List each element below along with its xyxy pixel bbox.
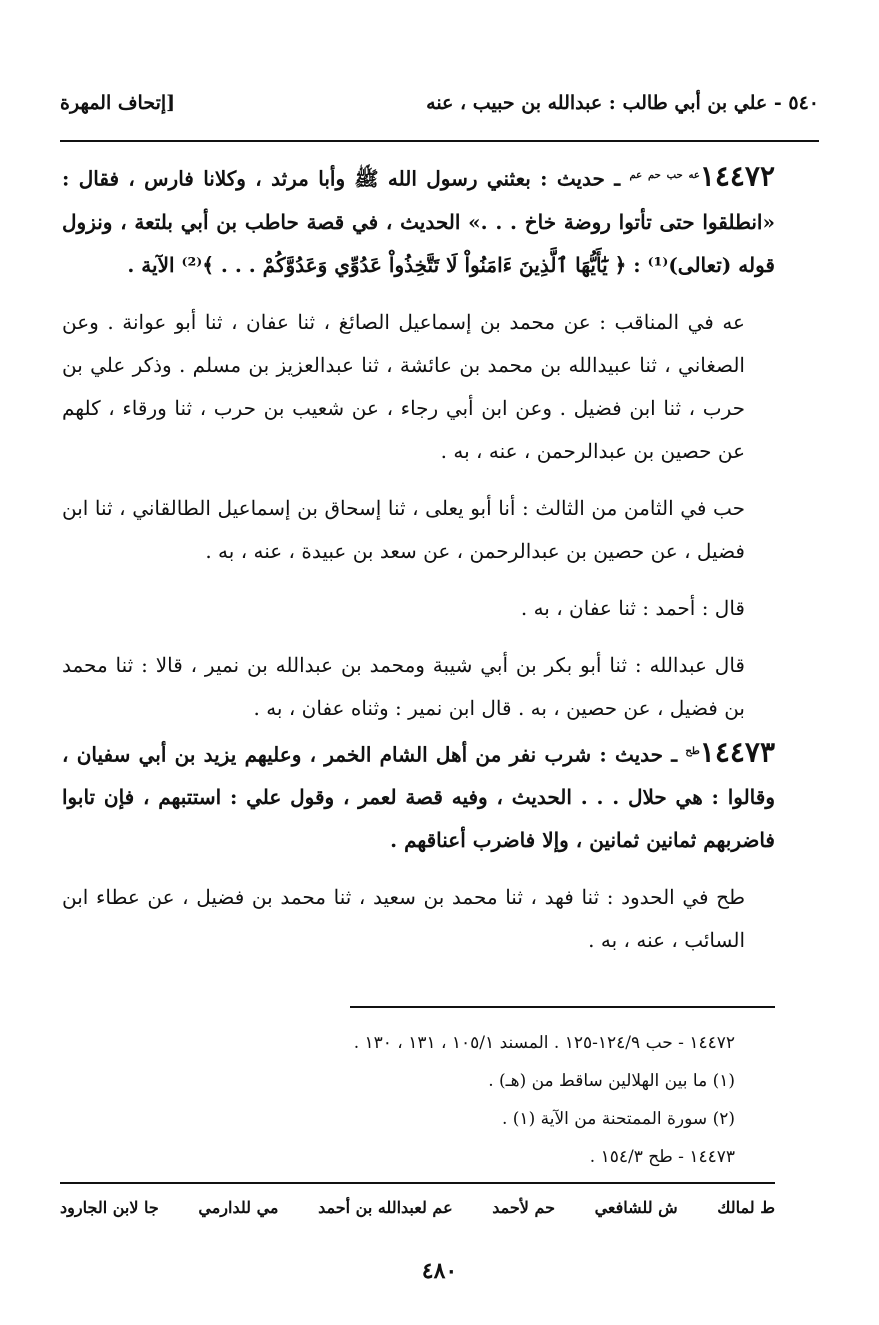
abbreviation-item: ش للشافعي [594,1198,678,1217]
isnad-paragraph: قال عبدالله : ثنا أبو بكر بن أبي شيبة ومحمد بن عبدالله بن نمير ، قالا : ثنا محمد بن فضيل ، عن حصين ، به . قال ابن نمير : وثناه عفان ، به . [62,652,745,720]
running-header [60,92,819,124]
hadith-text: ـ حديث : شرب نفر من أهل الشام الخمر ، وعليهم يزيد بن أبي سفيان ، وقالوا : هي حلال . . . الحديث ، وفيه قصة لعمر ، وقول علي : استتبهم ، فإن تابوا فاضربهم ثمانين ثمانين ، وإلا فاضرب أعناقهم . [62,742,775,853]
hadith-text: ـ حديث : بعثني رسول الله ﷺ وأبا مرثد ، وكلانا فارس ، فقال : «انطلقوا حتى تأتوا روضة خاخ . . .» الحديث ، في قصة حاطب بن أبي بلتعة ، ونزول قوله (تعالى)⁽¹⁾ : ﴿ يَٰٓأَيُّهَا ٱلَّذِينَ ءَامَنُواْ لَا تَتَّخِذُواْ عَدُوِّي وَعَدُوَّكُمْ . . . ﴾⁽²⁾ الآية . [62,166,775,277]
isnad-paragraph: عه في المناقب : عن محمد بن إسماعيل الصائغ ، ثنا عفان ، ثنا أبو عوانة . وعن الصغاني ، ثنا عبيدالله بن محمد بن عائشة ، ثنا عبدالعزيز بن مسلم . وذكر علي بن حرب ، ثنا ابن فضيل . وعن ابن أبي رجاء ، عن شعيب بن حرب ، ثنا ورقاء ، كلهم عن حصين بن عبدالرحمن ، عنه ، به . [62,309,745,463]
footnote: (١) ما بين الهلالين ساقط من (هـ) . [488,1071,735,1091]
abbreviation-key [60,1198,775,1217]
page-number: ٤٨٠ [421,1258,458,1284]
isnad-paragraph: طح في الحدود : ثنا فهد ، ثنا محمد بن سعيد ، ثنا محمد بن فضيل ، عن عطاء ابن السائب ، عنه ، به . [62,885,745,953]
footnote-rule [350,1006,775,1008]
isnad-paragraph: حب في الثامن من الثالث : أنا أبو يعلى ، ثنا إسحاق بن إسماعيل الطالقاني ، ثنا ابن فضيل ، عن حصين بن عبدالرحمن ، عن سعد بن عبيدة ، عنه ، به . [62,495,745,563]
hadith-entry-14472 [62,154,775,287]
hadith-number: ١٤٤٧٣ [699,735,775,769]
abbreviation-item: جا لابن الجارود [60,1198,159,1217]
footer-rule [60,1182,775,1184]
abbreviation-item: حم لأحمد [492,1198,555,1217]
footnote: ١٤٤٧٢ - حب ١٢٤/٩-١٢٥ . المسند ١٠٥/١ ، ١٣١ ، ١٣٠ . [353,1033,735,1053]
abbreviation-item: مي للدارمي [198,1198,279,1217]
footnotes [62,1024,735,1176]
header-rule [60,140,819,142]
abbreviation-item: ط لمالك [717,1198,775,1217]
main-text [62,154,775,962]
isnad-paragraph: قال : أحمد : ثنا عفان ، به . [520,595,745,620]
footnote: ١٤٤٧٣ - طح ١٥٤/٣ . [589,1147,735,1167]
book-title: [إتحاف المهرة [60,92,176,114]
hadith-sigla: عه حب حم عم [629,170,700,181]
hadith-number: ١٤٤٧٢ [699,159,776,193]
running-title: ٥٤٠ - علي بن أبي طالب : عبدالله بن حبيب ، عنه [426,92,819,114]
footnote: (٢) سورة الممتحنة من الآية (١) . [501,1109,735,1129]
abbreviation-item: عم لعبدالله بن أحمد [318,1198,453,1217]
hadith-sigla: طح [685,745,700,757]
hadith-entry-14473 [62,730,775,863]
